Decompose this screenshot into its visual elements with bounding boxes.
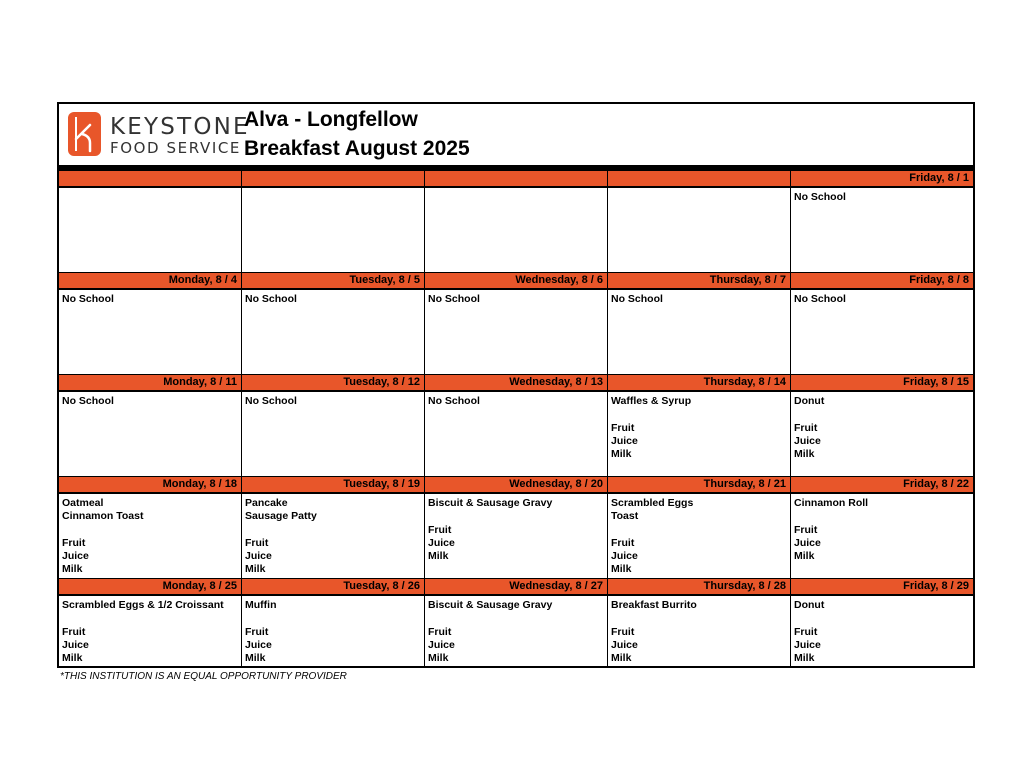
menu-header bbox=[59, 104, 973, 165]
menu-item bbox=[794, 408, 970, 421]
menu-item: No School bbox=[62, 395, 114, 407]
day-menu bbox=[425, 596, 607, 667]
menu-item: Fruit bbox=[245, 625, 269, 638]
menu-item: Fruit bbox=[611, 421, 635, 434]
menu-item: Muffin bbox=[245, 599, 277, 611]
day-cell bbox=[59, 273, 242, 375]
day-header: Wednesday, 8 / 6 bbox=[425, 273, 607, 290]
day-cell bbox=[242, 375, 425, 477]
day-cell bbox=[242, 579, 425, 667]
menu-item: Toast bbox=[611, 510, 639, 523]
school-title: Alva - Longfellow bbox=[244, 108, 418, 131]
day-header: Friday, 8 / 29 bbox=[791, 579, 973, 596]
day-cell bbox=[59, 171, 242, 273]
menu-item: Biscuit & Sausage Gravy bbox=[428, 599, 553, 611]
day-menu bbox=[425, 494, 607, 579]
menu-item: No School bbox=[794, 191, 846, 203]
menu-item: Donut bbox=[794, 599, 825, 611]
menu-item: Juice bbox=[611, 434, 638, 447]
menu-item: Juice bbox=[62, 638, 89, 651]
day-menu bbox=[608, 596, 790, 667]
menu-item: Milk bbox=[62, 652, 83, 665]
menu-calendar bbox=[57, 102, 975, 668]
day-menu bbox=[608, 188, 790, 273]
day-cell bbox=[242, 477, 425, 579]
menu-item: Milk bbox=[611, 652, 632, 665]
menu-item: Milk bbox=[794, 550, 815, 563]
menu-item: Juice bbox=[611, 550, 638, 563]
menu-item: No School bbox=[428, 395, 480, 407]
day-menu bbox=[425, 188, 607, 273]
day-menu bbox=[791, 392, 973, 477]
menu-item: Juice bbox=[245, 638, 272, 651]
day-cell bbox=[59, 375, 242, 477]
day-cell bbox=[608, 579, 791, 667]
day-menu bbox=[242, 596, 424, 667]
day-header: Friday, 8 / 1 bbox=[791, 171, 973, 188]
menu-item: No School bbox=[428, 293, 480, 305]
day-header: Tuesday, 8 / 19 bbox=[242, 477, 424, 494]
day-menu bbox=[608, 290, 790, 375]
day-cell bbox=[791, 273, 973, 375]
day-header: Monday, 8 / 4 bbox=[59, 273, 241, 290]
day-cell bbox=[425, 579, 608, 667]
day-header: Friday, 8 / 22 bbox=[791, 477, 973, 494]
day-menu bbox=[242, 290, 424, 375]
menu-item bbox=[62, 524, 238, 537]
day-menu bbox=[608, 494, 790, 579]
week-row bbox=[59, 375, 973, 477]
menu-item bbox=[611, 408, 787, 421]
day-header: Thursday, 8 / 7 bbox=[608, 273, 790, 290]
menu-item: Oatmeal bbox=[62, 497, 104, 509]
menu-item: Juice bbox=[245, 550, 272, 563]
day-cell bbox=[242, 273, 425, 375]
day-header: Wednesday, 8 / 13 bbox=[425, 375, 607, 392]
day-header: Thursday, 8 / 21 bbox=[608, 477, 790, 494]
day-menu bbox=[425, 392, 607, 477]
week-row bbox=[59, 273, 973, 375]
day-menu bbox=[242, 392, 424, 477]
menu-item: No School bbox=[245, 395, 297, 407]
brand-name: KEYSTONE bbox=[110, 114, 250, 140]
day-menu bbox=[791, 596, 973, 667]
day-header: Tuesday, 8 / 26 bbox=[242, 579, 424, 596]
menu-item bbox=[245, 612, 421, 625]
menu-item: Fruit bbox=[794, 625, 818, 638]
day-menu bbox=[425, 290, 607, 375]
menu-item: Milk bbox=[245, 563, 266, 576]
week-row bbox=[59, 171, 973, 273]
menu-item: Milk bbox=[611, 448, 632, 461]
day-menu bbox=[59, 392, 241, 477]
menu-item: Milk bbox=[611, 563, 632, 576]
day-header bbox=[59, 171, 241, 188]
day-cell bbox=[59, 579, 242, 667]
day-menu bbox=[242, 494, 424, 579]
menu-item: No School bbox=[245, 293, 297, 305]
day-cell bbox=[791, 477, 973, 579]
day-cell bbox=[608, 273, 791, 375]
day-cell bbox=[242, 171, 425, 273]
week-row bbox=[59, 579, 973, 667]
day-menu bbox=[791, 290, 973, 375]
day-menu bbox=[791, 494, 973, 579]
day-header: Monday, 8 / 25 bbox=[59, 579, 241, 596]
menu-item bbox=[794, 510, 970, 523]
equal-opportunity-notice: *THIS INSTITUTION IS AN EQUAL OPPORTUNITY PROVIDER bbox=[60, 671, 347, 682]
day-cell bbox=[608, 375, 791, 477]
menu-item: Fruit bbox=[62, 536, 86, 549]
day-menu bbox=[59, 188, 241, 273]
day-header bbox=[425, 171, 607, 188]
day-header: Monday, 8 / 11 bbox=[59, 375, 241, 392]
menu-item: Milk bbox=[794, 652, 815, 665]
day-header: Wednesday, 8 / 27 bbox=[425, 579, 607, 596]
menu-item: Fruit bbox=[428, 523, 452, 536]
day-menu bbox=[59, 494, 241, 579]
brand-subtitle: FOOD SERVICE bbox=[110, 139, 241, 157]
menu-item: Milk bbox=[245, 652, 266, 665]
day-header: Friday, 8 / 15 bbox=[791, 375, 973, 392]
day-header: Tuesday, 8 / 5 bbox=[242, 273, 424, 290]
menu-item bbox=[611, 612, 787, 625]
menu-item: Milk bbox=[428, 652, 449, 665]
menu-item: Scrambled Eggs & 1/2 Croissant bbox=[62, 599, 224, 611]
menu-item: Juice bbox=[794, 638, 821, 651]
menu-item bbox=[611, 524, 787, 537]
week-row bbox=[59, 477, 973, 579]
menu-item bbox=[245, 524, 421, 537]
menu-item: No School bbox=[794, 293, 846, 305]
day-menu bbox=[608, 392, 790, 477]
calendar-grid bbox=[59, 171, 973, 667]
menu-item: No School bbox=[611, 293, 663, 305]
day-cell bbox=[608, 171, 791, 273]
day-header bbox=[242, 171, 424, 188]
menu-item: Fruit bbox=[611, 625, 635, 638]
day-cell bbox=[608, 477, 791, 579]
menu-item: Fruit bbox=[794, 523, 818, 536]
menu-item: Fruit bbox=[62, 625, 86, 638]
day-cell bbox=[425, 375, 608, 477]
menu-item: Cinnamon Roll bbox=[794, 497, 869, 509]
menu-item: Fruit bbox=[611, 536, 635, 549]
menu-item: Breakfast Burrito bbox=[611, 599, 697, 611]
day-menu bbox=[59, 596, 241, 667]
day-header: Thursday, 8 / 14 bbox=[608, 375, 790, 392]
day-header: Friday, 8 / 8 bbox=[791, 273, 973, 290]
day-cell bbox=[425, 171, 608, 273]
day-cell bbox=[59, 477, 242, 579]
day-cell bbox=[791, 375, 973, 477]
day-header: Monday, 8 / 18 bbox=[59, 477, 241, 494]
menu-item: Waffles & Syrup bbox=[611, 395, 692, 407]
menu-item bbox=[794, 612, 970, 625]
menu-item: Scrambled Eggs bbox=[611, 497, 694, 509]
menu-item: Juice bbox=[611, 638, 638, 651]
keystone-logo-icon bbox=[68, 112, 101, 156]
menu-item bbox=[428, 612, 604, 625]
day-header: Wednesday, 8 / 20 bbox=[425, 477, 607, 494]
day-menu bbox=[791, 188, 973, 273]
menu-title: Breakfast August 2025 bbox=[244, 137, 470, 160]
menu-item: Sausage Patty bbox=[245, 510, 317, 523]
menu-item: Juice bbox=[428, 638, 455, 651]
menu-item: Juice bbox=[62, 550, 89, 563]
menu-item: Milk bbox=[794, 448, 815, 461]
day-cell bbox=[425, 273, 608, 375]
menu-item: Fruit bbox=[428, 625, 452, 638]
menu-item: Biscuit & Sausage Gravy bbox=[428, 497, 553, 509]
day-header: Thursday, 8 / 28 bbox=[608, 579, 790, 596]
day-menu bbox=[242, 188, 424, 273]
menu-item: Pancake bbox=[245, 497, 288, 509]
menu-item bbox=[62, 612, 238, 625]
menu-item: Milk bbox=[428, 550, 449, 563]
menu-item: Fruit bbox=[245, 536, 269, 549]
menu-item bbox=[428, 510, 604, 523]
menu-item: Cinnamon Toast bbox=[62, 510, 144, 523]
menu-item: Juice bbox=[794, 434, 821, 447]
menu-item: Fruit bbox=[794, 421, 818, 434]
day-cell bbox=[791, 579, 973, 667]
day-header bbox=[608, 171, 790, 188]
menu-item: No School bbox=[62, 293, 114, 305]
day-cell bbox=[791, 171, 973, 273]
menu-item: Milk bbox=[62, 563, 83, 576]
menu-item: Juice bbox=[794, 536, 821, 549]
day-cell bbox=[425, 477, 608, 579]
day-menu bbox=[59, 290, 241, 375]
day-header: Tuesday, 8 / 12 bbox=[242, 375, 424, 392]
menu-item: Juice bbox=[428, 536, 455, 549]
menu-item: Donut bbox=[794, 395, 825, 407]
